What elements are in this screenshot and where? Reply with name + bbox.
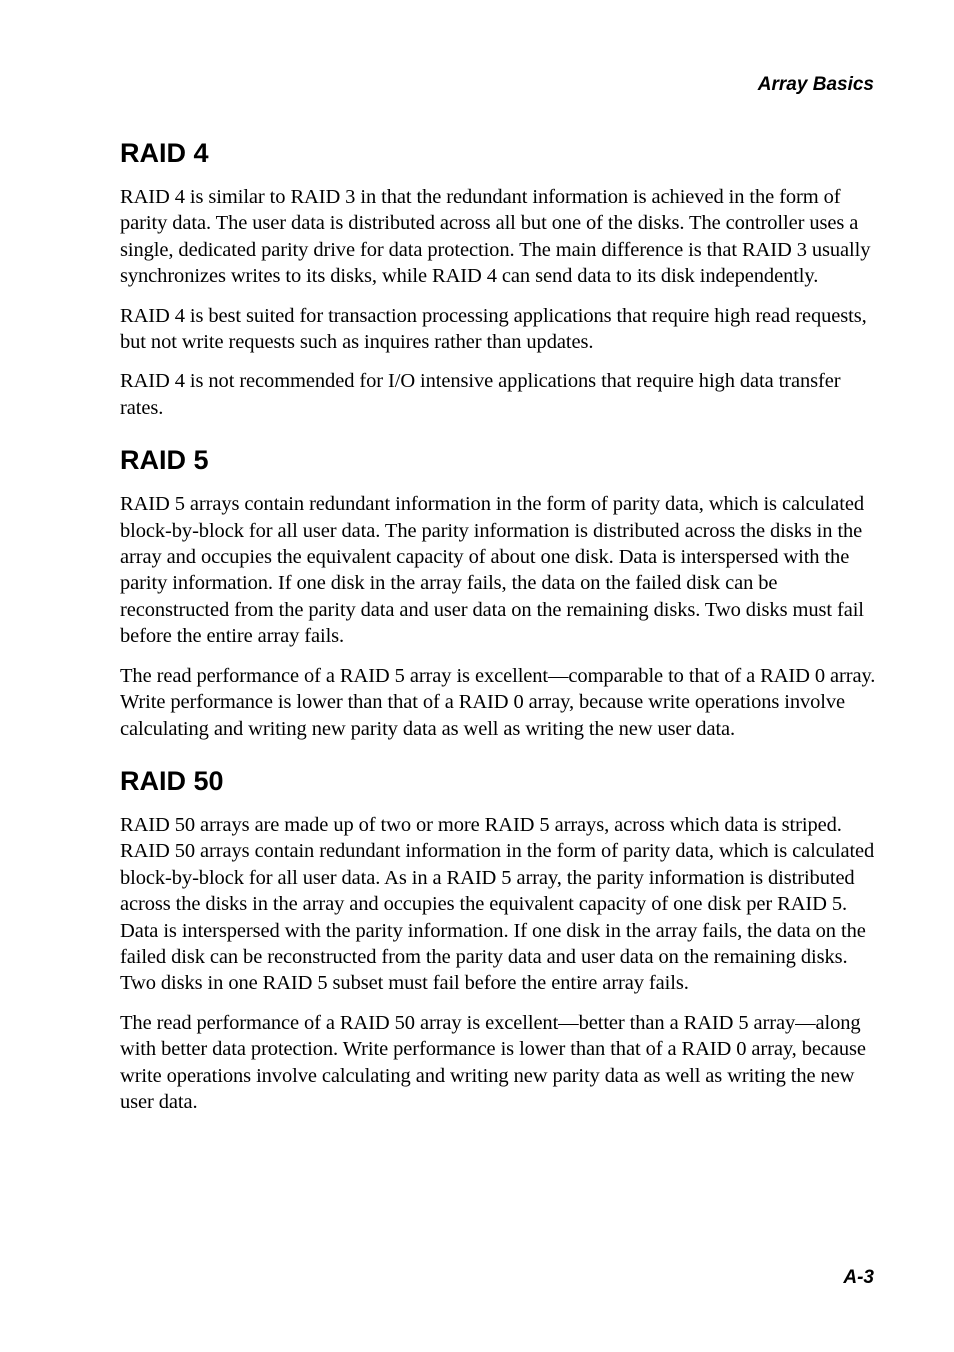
section-title: RAID 4 — [120, 138, 209, 168]
section-raid-4 — [120, 136, 880, 421]
paragraph: The read performance of a RAID 50 array is excellent—better than a RAID 5 array—along with better data protection. Write performance is lower than that of a RAID 0 array, because write operations involve calculating and writing new parity data as well as writing the new user data. — [120, 1011, 866, 1113]
section-title: RAID 5 — [120, 445, 209, 476]
section-raid-5 — [120, 443, 880, 742]
page-number: A-3 — [843, 1267, 874, 1288]
page-content — [120, 136, 880, 1137]
paragraph: RAID 4 is similar to RAID 3 in that the redundant information is achieved in the form of parity data. The user data is distributed across all but one of the disks. The controller uses a single, dedicated parity drive for data protection. The main difference is that RAID 3 usually synchronizes writes to its disks, while RAID 4 can send data to its disk independently. — [120, 186, 871, 288]
section-raid-50 — [120, 764, 880, 1115]
running-header: Array Basics — [757, 74, 874, 95]
paragraph: RAID 4 is not recommended for I/O intensive applications that require high data transfer rates. — [120, 370, 841, 419]
paragraph: The read performance of a RAID 5 array is excellent—comparable to that of a RAID 0 array. Write performance is lower than that of a RAID 0 array, because write operations involve calculating and writing new parity data as well as writing the new user data. — [120, 664, 876, 740]
section-title: RAID 50 — [120, 765, 224, 796]
paragraph: RAID 50 arrays are made up of two or more RAID 5 arrays, across which data is striped. RAID 50 arrays contain redundant information in the form of parity data, which is calculated block-by-block for all user data. As in a RAID 5 array, the parity information is distributed across the disks in the array and occupies the equivalent capacity of one disk per RAID 5. Data is interspersed with the parity information. If one disk in the array fails, the data on the failed disk can be reconstructed from the parity data and user data on the remaining disks. Two disks in one RAID 5 subset must fail before the entire array fails. — [120, 813, 875, 995]
paragraph: RAID 4 is best suited for transaction processing applications that require high read requests, but not write requests such as inquires rather than updates. — [120, 304, 867, 354]
paragraph: RAID 5 arrays contain redundant information in the form of parity data, which is calculated block-by-block for all user data. The parity information is distributed across the disks in the array and occupies the equivalent capacity of about one disk. Data is interspersed with the parity information. If one disk in the array fails, the data on the failed disk can be reconstructed from the parity data and user data on the remaining disks. Two disks must fail before the entire array fails. — [120, 493, 865, 648]
